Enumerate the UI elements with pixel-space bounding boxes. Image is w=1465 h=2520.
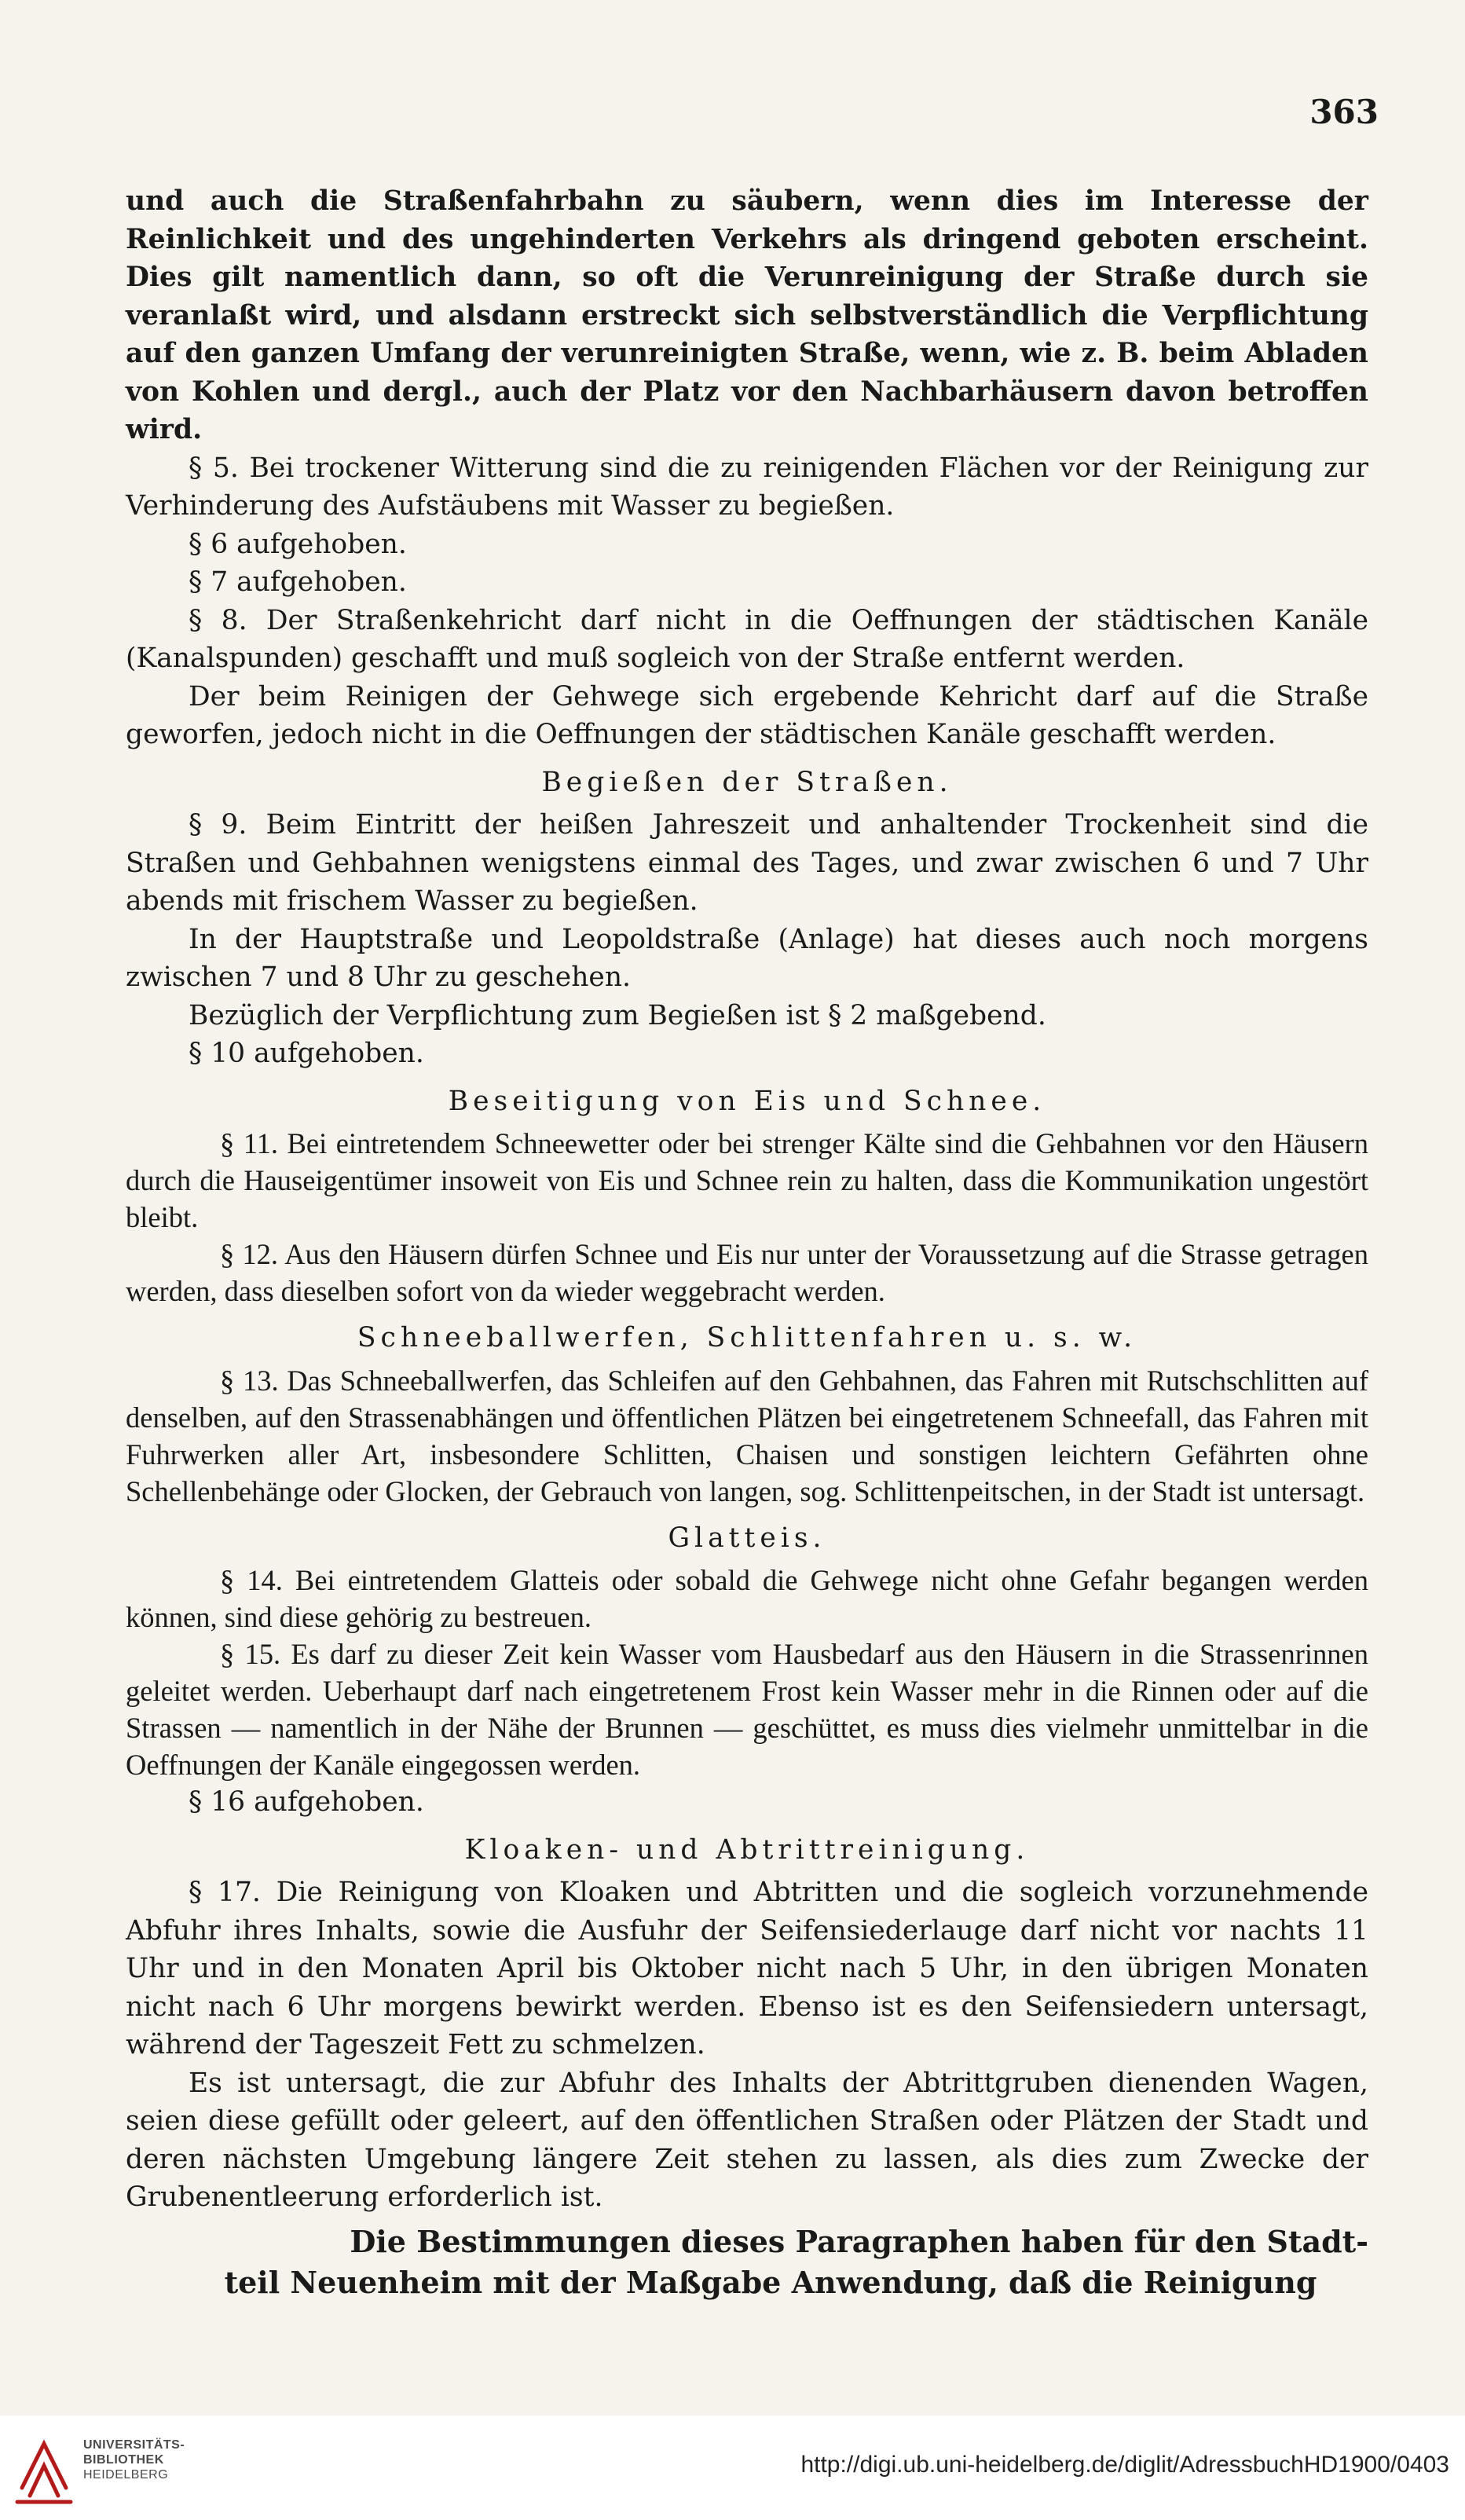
section-heading-glatteis: Glatteis. (668, 1522, 826, 1554)
final-note-line1: Die Bestimmungen dieses Paragraphen haben für den Stadt- (350, 2223, 1368, 2259)
paragraph-s17-cont: Es ist untersagt, die zur Abfuhr des Inhalts der Abtrittgruben dienenden Wagen, seien diese gefüllt oder geleert, auf den öffentlichen Straßen oder Plätzen der Stadt und deren nächsten Umgebung längere Zeit stehen zu lassen, als dies zum Zwecke der Grubenentleerung erforderlich ist. (126, 2067, 1368, 2213)
footer-bar (0, 2416, 1465, 2520)
library-line-3: HEIDELBERG (83, 2468, 169, 2482)
paragraph-s5: § 5. Bei trockener Witterung sind die zu reinigenden Flächen vor der Reinigung zur Verhinderung des Aufstäubens mit Wasser zu begießen. (126, 452, 1368, 522)
paragraph-s9: § 9. Beim Eintritt der heißen Jahreszeit und anhaltender Trockenheit sind die Straßen und Gehbahnen wenigstens einmal des Tages, und zwar zwischen 6 und 7 Uhr abends mit frischem Wasser zu begießen. (126, 809, 1368, 917)
section-heading-begiessen: Begießen der Straßen. (541, 766, 953, 798)
text-column (126, 182, 1368, 2303)
library-line-2: BIBLIOTHEK (83, 2453, 164, 2467)
university-library-logo-icon (13, 2433, 75, 2508)
page-number: 363 (1309, 93, 1379, 131)
library-line-1: UNIVERSITÄTS- (83, 2438, 185, 2452)
library-name (83, 2438, 185, 2482)
paragraph-s6: § 6 aufgehoben. (189, 528, 407, 560)
paragraph-s8: § 8. Der Straßenkehricht darf nicht in die Oeffnungen der städtischen Kanäle (Kanalspunden) geschafft und muß sogleich von der Straße entfernt werden. (126, 604, 1368, 674)
source-url-link[interactable]: http://digi.ub.uni-heidelberg.de/diglit/AdressbuchHD1900/0403 (800, 2452, 1449, 2478)
paragraph-s15: § 15. Es darf zu dieser Zeit kein Wasser vom Hausbedarf aus den Häusern in die Strassenrinnen geleitet werden. Ueberhaupt darf nach eingetretenem Frost kein Wasser mehr in die Rinnen oder auf die Strassen — namentlich in der Nähe der Brunnen — geschüttet, es muss dies vielmehr unmittelbar in die Oeffnungen der Kanäle eingegossen werden. (126, 1638, 1368, 1781)
section-heading-schneeball: Schneeballwerfen, Schlittenfahren u. s. w. (357, 1322, 1137, 1353)
final-note (126, 2221, 1368, 2303)
paragraph-s12: § 12. Aus den Häusern dürfen Schnee und Eis nur unter der Voraussetzung auf die Strasse getragen werden, dass dieselben sofort von da wieder weggebracht werden. (126, 1238, 1368, 1307)
paragraph-s9-cont: In der Hauptstraße und Leopoldstraße (Anlage) hat dieses auch noch morgens zwischen 7 und 8 Uhr zu geschehen. (126, 923, 1368, 993)
paragraph-continuation: und auch die Straßenfahrbahn zu säubern, wenn dies im Interesse der Reinlichkeit und des ungehinderten Verkehrs als dringend geboten erscheint. Dies gilt namentlich dann, so oft die Verunreinigung der Straße durch sie veranlaßt wird, und alsdann erstreckt sich selbstverständlich die Verpflichtung auf den ganzen Umfang der verunreinigten Straße, wenn, wie z. B. beim Abladen von Kohlen und dergl., auch der Platz vor den Nachbarhäusern davon betroffen wird. (126, 185, 1368, 445)
paragraph-s17: § 17. Die Reinigung von Kloaken und Abtritten und die sogleich vorzunehmende Abfuhr ihres Inhalts, sowie die Ausfuhr der Seifensiederlauge darf nicht vor nachts 11 Uhr und in den Monaten April bis Oktober nicht nach 5 Uhr, in den übrigen Monaten nicht nach 6 Uhr morgens bewirkt werden. Ebenso ist es den Seifensiedern untersagt, während der Tageszeit Fett zu schmelzen. (126, 1877, 1368, 2060)
paragraph-s16: § 16 aufgehoben. (189, 1786, 424, 1818)
paragraph-s7: § 7 aufgehoben. (189, 566, 407, 598)
section-heading-kloaken: Kloaken- und Abtrittreinigung. (464, 1833, 1030, 1866)
paragraph-s11: § 11. Bei eintretendem Schneewetter oder bei strenger Kälte sind die Gehbahnen vor den Häusern durch die Hauseigentümer insoweit von Eis und Schnee rein zu halten, dass die Kommunikation ungestört bleibt. (126, 1127, 1368, 1233)
final-note-line2: teil Neuenheim mit der Maßgabe Anwendung, daß die Reinigung (224, 2264, 1317, 2300)
paragraph-s10: § 10 aufgehoben. (189, 1038, 424, 1069)
paragraph-s14: § 14. Bei eintretendem Glatteis oder sobald die Gehwege nicht ohne Gefahr begangen werden können, sind diese gehörig zu bestreuen. (126, 1564, 1368, 1633)
paragraph-s8-cont: Der beim Reinigen der Gehwege sich ergebende Kehricht darf auf die Straße geworfen, jedoch nicht in die Oeffnungen der städtischen Kanäle geschafft werden. (126, 680, 1368, 750)
paragraph-s9-ref: Bezüglich der Verpflichtung zum Begießen ist § 2 maßgebend. (189, 999, 1046, 1031)
paragraph-s13: § 13. Das Schneeballwerfen, das Schleifen auf den Gehbahnen, das Fahren mit Rutschschlitten auf denselben, auf den Strassenabhängen und öffentlichen Plätzen bei eingetretenem Schneefall, das Fahren mit Fuhrwerken aller Art, insbesondere Schlitten, Chaisen und sonstigen leichtern Gefährten ohne Schellenbehänge oder Glocken, der Gebrauch von langen, sog. Schlittenpeitschen, in der Stadt ist untersagt. (126, 1364, 1368, 1507)
section-heading-eis-schnee: Beseitigung von Eis und Schnee. (448, 1085, 1046, 1117)
